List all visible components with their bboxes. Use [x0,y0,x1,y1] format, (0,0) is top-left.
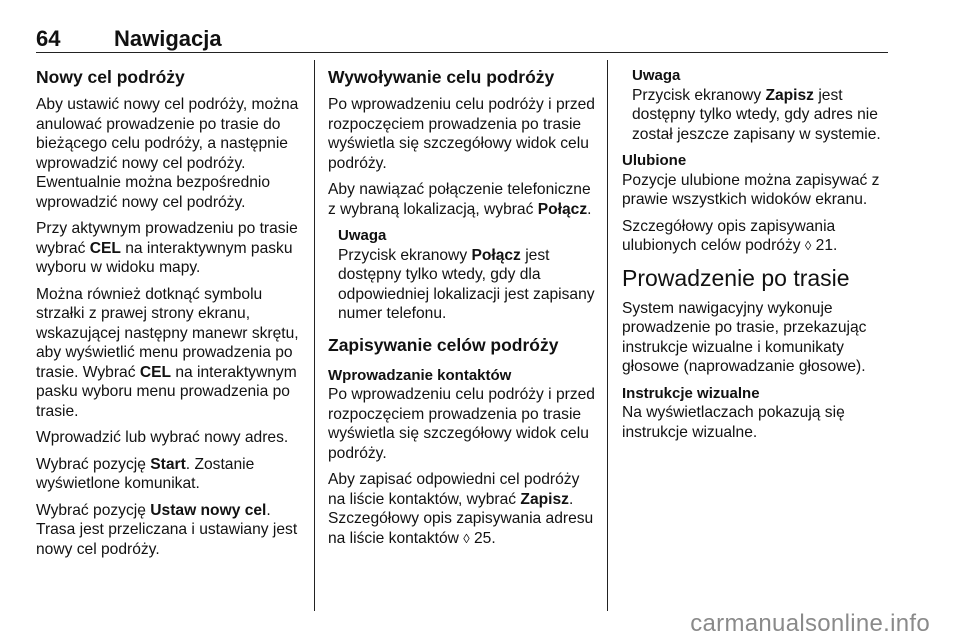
note-title: Uwaga [338,227,387,244]
section-heading-new-destination: Nowy cel podróży [36,67,185,87]
note-title: Uwaga [632,67,681,84]
note-text: Przycisk ekranowy Zapisz jest dostępny tylko wtedy, gdy adres nie został jeszcze zapisany w systemie. [632,86,881,143]
paragraph: Aby ustawić nowy cel podróży, można anulować prowadzenie po trasie do bieżącego celu podróży, a następnie wprowadzić nowy cel podróży. Ewentualnie można bezpośrednio wprowadzić nowy cel podróży. [36,96,299,211]
column-divider-2 [607,60,608,611]
subheading-favourites: Ulubione [622,152,687,169]
paragraph: Szczegółowy opis zapisywania ulubionych celów podróży ◊ 21. [622,217,838,254]
note-box [622,66,892,144]
paragraph: Po wprowadzeniu celu podróży i przed rozpoczęciem prowadzenia po trasie wyświetla się szczegółowy widok celu podróży. [328,96,595,172]
paragraph: Wprowadzić lub wybrać nowy adres. [36,429,289,446]
column-2 [328,66,596,555]
paragraph: Aby zapisać odpowiedni cel podróży na liście kontaktów, wybrać Zapisz. Szczegółowy opis zapisywania adresu na liście kontaktów ◊ 25. [328,471,594,547]
note-text: Przycisk ekranowy Połącz jest dostępny tylko wtedy, gdy dla odpowiedniej lokalizacji jest zapisany numer telefonu. [338,246,595,322]
paragraph: Wybrać pozycję Ustaw nowy cel. Trasa jest przeliczana i ustawiany jest nowy cel podróży. [36,501,298,558]
page-title: Nawigacja [114,26,222,51]
paragraph: Pozycje ulubione można zapisywać z prawie wszystkich widoków ekranu. [622,171,880,208]
section-heading-route-guidance: Prowadzenie po trasie [622,264,850,291]
column-divider-1 [314,60,315,611]
column-3 [622,66,892,449]
paragraph: Wybrać pozycję Start. Zostanie wyświetlone komunikat. [36,455,255,492]
paragraph: Aby nawiązać połączenie telefoniczne z wybraną lokalizacją, wybrać Połącz. [328,181,592,218]
page-ref-arrow-icon: ◊ [804,238,812,253]
page-number: 64 [36,26,61,51]
subheading-contacts: Wprowadzanie kontaktów [328,366,512,384]
section-heading-save-destinations: Zapisywanie celów podróży [328,334,559,355]
subheading-visual-instructions: Instrukcje wizualne [622,384,760,402]
paragraph: Można również dotknąć symbolu strzałki z prawej strony ekranu, wskazującej następny manewr skrętu, aby wyświetlić menu prowadzenia po trasie. Wybrać CEL na interaktywnym pasku wyboru menu prowadzenia po trasie. [36,285,299,420]
paragraph: System nawigacyjny wykonuje prowadzenie po trasie, przekazując instrukcje wizualne i komunikaty głosowe (naprowadzanie głosowe). [622,299,867,375]
note-box [328,226,596,324]
section-heading-call-destination: Wywoływanie celu podróży [328,67,555,87]
page-ref-arrow-icon: ◊ [463,530,470,546]
paragraph: Na wyświetlaczach pokazują się instrukcje wizualne. [622,404,845,441]
watermark-text: carmanualsonline.info [690,610,930,637]
header-rule [36,52,888,53]
paragraph: Po wprowadzeniu celu podróży i przed rozpoczęciem prowadzenia po trasie wyświetla się szczegółowy widok celu podróży. [328,386,595,462]
paragraph: Przy aktywnym prowadzeniu po trasie wybrać CEL na interaktywnym pasku wyboru w widoku mapy. [36,220,298,276]
column-1 [36,66,304,566]
